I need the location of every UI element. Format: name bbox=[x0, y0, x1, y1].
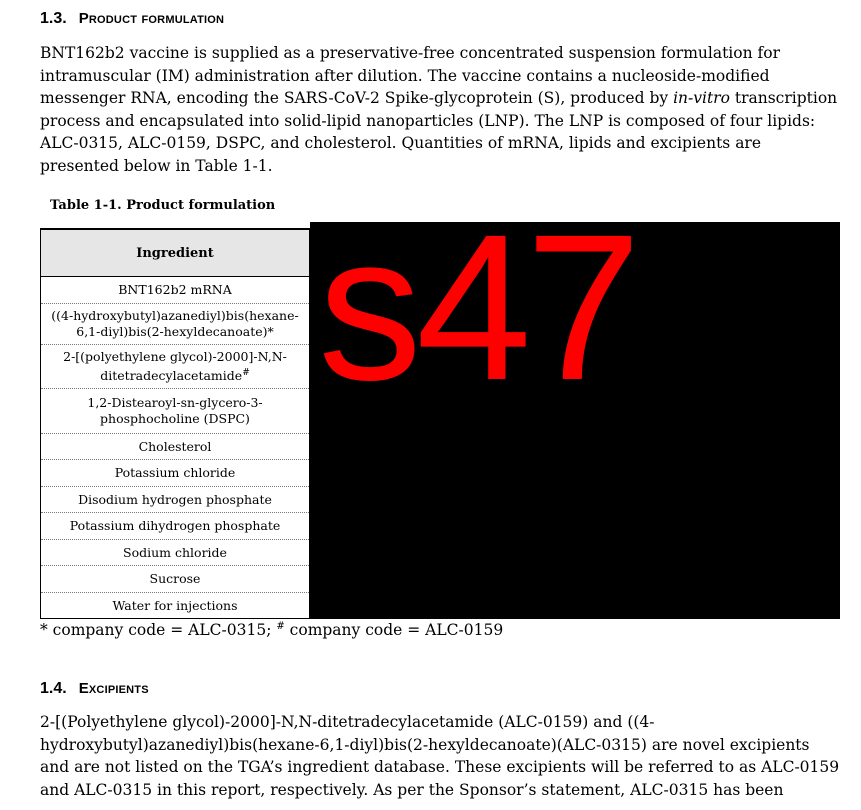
excipients-paragraph: 2-[(Polyethylene glycol)-2000]-N,N-ditetradecylacetamide (ALC-0159) and ((4-hydroxybutyl)azanediyl)bis(hexane-6,1-diyl)bis(2-hexyldecanoate)(ALC-0315) are novel excipients and are not listed on the TGA’s ingredient database. These excipients will be referred to as ALC-0159 and ALC-0315 in this report, respectively. As per the Sponsor’s statement, ALC-0315 has been bbox=[40, 713, 840, 799]
table-row-text: 2-[(polyethylene glycol)-2000]-N,N-ditetradecylacetamide# bbox=[63, 348, 287, 384]
product-formulation-paragraph bbox=[40, 42, 840, 177]
table-row: Cholesterol bbox=[41, 434, 309, 460]
section-title: Excipients bbox=[78, 680, 149, 697]
table-row: ((4-hydroxybutyl)azanediyl)bis(hexane-6,1-diyl)bis(2-hexyldecanoate)* bbox=[41, 304, 309, 345]
footnote-marker: # bbox=[242, 367, 250, 378]
table-footnote bbox=[40, 621, 503, 639]
footnote-part2: company code = ALC-0159 bbox=[284, 621, 504, 640]
footnote-star: * bbox=[40, 621, 48, 640]
table-row: Potassium chloride bbox=[41, 460, 309, 487]
section-number: 1.4. bbox=[40, 680, 67, 697]
ingredient-table bbox=[40, 228, 310, 619]
table-row bbox=[41, 345, 309, 389]
table-row: Disodium hydrogen phosphate bbox=[41, 487, 309, 513]
redaction-code-label: s47 bbox=[318, 192, 636, 424]
table-row: 1,2-Distearoyl-sn-glycero-3-phosphocholine (DSPC) bbox=[41, 389, 309, 434]
footnote-part1: company code = ALC-0315; bbox=[47, 621, 277, 640]
section-heading-product-formulation bbox=[40, 10, 224, 28]
redaction-box bbox=[310, 192, 840, 619]
section-title: Product formulation bbox=[78, 10, 225, 27]
table-caption: Table 1-1. Product formulation bbox=[50, 198, 276, 213]
section-number: 1.3. bbox=[40, 10, 67, 27]
table-header-ingredient: Ingredient bbox=[41, 230, 309, 277]
section-heading-excipients bbox=[40, 680, 149, 698]
table-row: Sodium chloride bbox=[41, 540, 309, 566]
footnote-hash: # bbox=[276, 621, 285, 632]
table-row: Potassium dihydrogen phosphate bbox=[41, 513, 309, 540]
table-row: BNT162b2 mRNA bbox=[41, 277, 309, 304]
table-row: Sucrose bbox=[41, 566, 309, 593]
table-row: Water for injections bbox=[112, 598, 238, 613]
paragraph-tail: transcription process and encapsulated into solid-lipid nanoparticles (LNP). The LNP is composed of four lipids: ALC-0315, ALC-0159, DSPC, and cholesterol. Quantities of mRNA, lipids and excipients are presented below in Table 1-1. bbox=[40, 89, 838, 175]
paragraph-lead: BNT162b2 vaccine is supplied as a preservative-free concentrated suspension formulation for intramuscular (IM) administration after dilution. The vaccine contains a nucleoside-modified messenger RNA, encoding the SARS-CoV-2 Spike-glycoprotein (S), produced by bbox=[40, 44, 780, 107]
paragraph-italic-term: in-vitro bbox=[673, 89, 730, 107]
